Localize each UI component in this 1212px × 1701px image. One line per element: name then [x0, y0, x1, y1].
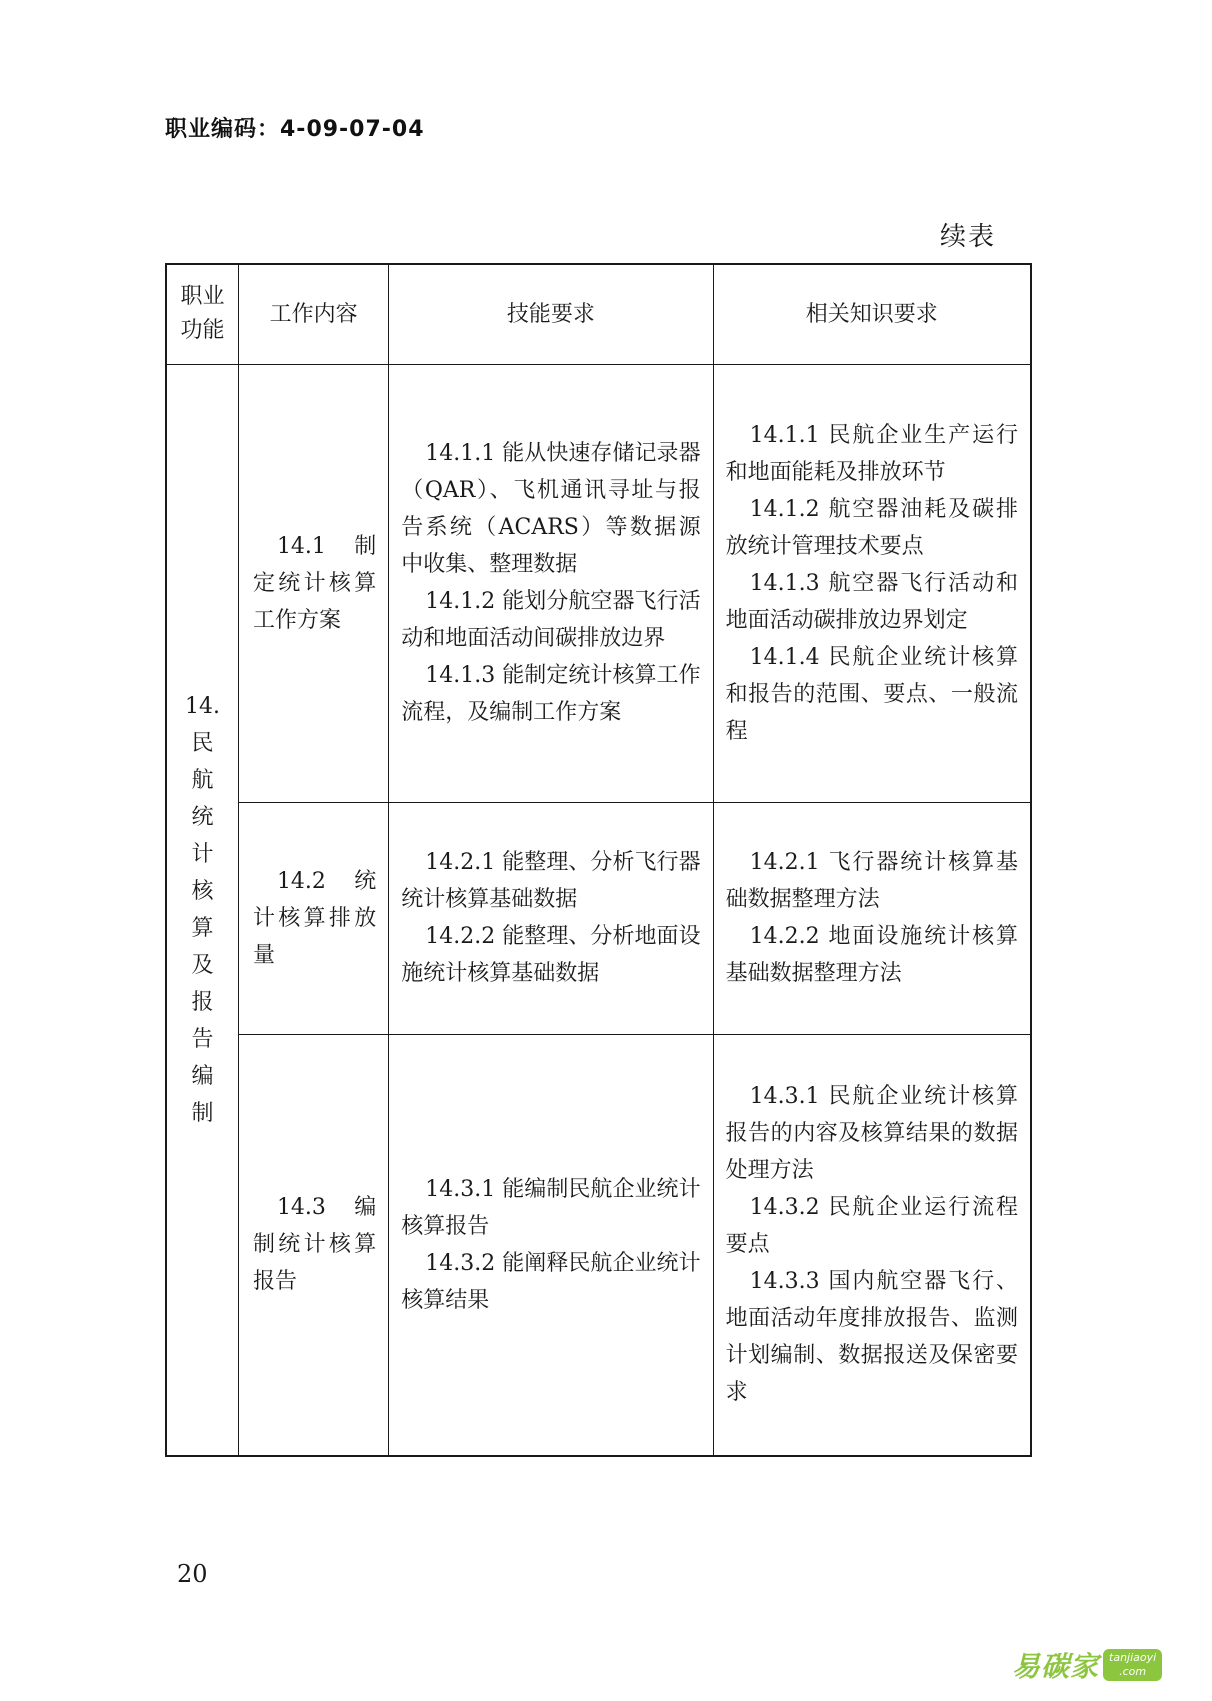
- work-content-text: 14.2 统计核算排放量: [252, 868, 377, 968]
- skill-item: 14.3.1 能编制民航企业统计核算报告: [401, 1176, 701, 1239]
- work-content-cell: [238, 1034, 388, 1456]
- skills-cell: [389, 802, 713, 1034]
- skill-requirements-table: [165, 263, 1032, 1457]
- knowledge-item: 14.1.1 民航企业生产运行和地面能耗及排放环节: [725, 422, 1018, 485]
- knowledge-item: 14.2.2 地面设施统计核算基础数据整理方法: [725, 924, 1018, 986]
- knowledge-item: 14.3.1 民航企业统计核算报告的内容及核算结果的数据处理方法: [725, 1084, 1018, 1184]
- work-content-text: 14.1 制定统计核算工作方案: [252, 533, 377, 633]
- watermark-domain-badge: [1103, 1649, 1162, 1681]
- knowledge-item: 14.2.1 飞行器统计核算基础数据整理方法: [725, 850, 1018, 912]
- page-number: 20: [177, 1560, 208, 1588]
- continued-table-label: 续表: [940, 222, 997, 252]
- occupation-code: 职业编码：4-09-07-04: [165, 117, 425, 142]
- knowledge-cell: [713, 1034, 1031, 1456]
- knowledge-item: 14.1.3 航空器飞行活动和地面活动碳排放边界划定: [725, 570, 1018, 633]
- skill-item: 14.1.3 能制定统计核算工作流程，及编制工作方案: [401, 663, 701, 725]
- watermark-logo: [1012, 1640, 1162, 1690]
- watermark-brand: 易碳家: [1012, 1650, 1100, 1683]
- header-function: 职业 功能: [166, 264, 238, 364]
- header-knowledge-requirements: 相关知识要求: [713, 264, 1031, 364]
- table-row: [166, 802, 1031, 1034]
- table-row: [166, 364, 1031, 802]
- watermark-domain-line2: .com: [1119, 1665, 1147, 1678]
- work-content-text: 14.3 编制统计核算报告: [252, 1195, 377, 1295]
- skill-item: 14.1.1 能从快速存储记录器（QAR）、飞机通讯寻址与报告系统（ACARS）等数据源中收集、整理数据: [401, 441, 701, 577]
- work-content-cell: [238, 802, 388, 1034]
- knowledge-item: 14.3.3 国内航空器飞行、地面活动年度排放报告、监测计划编制、数据报送及保密要求: [725, 1269, 1018, 1406]
- work-content-cell: [238, 364, 388, 802]
- skills-cell: [389, 364, 713, 802]
- skill-item: 14.1.2 能划分航空器飞行活动和地面活动间碳排放边界: [401, 589, 701, 651]
- skill-item: 14.3.2 能阐释民航企业统计核算结果: [401, 1250, 701, 1313]
- skill-item: 14.2.1 能整理、分析飞行器统计核算基础数据: [401, 850, 701, 912]
- knowledge-item: 14.1.2 航空器油耗及碳排放统计管理技术要点: [725, 496, 1018, 559]
- function-cell: 14. 民 航 统 计 核 算 及 报 告 编 制: [166, 364, 238, 1456]
- table-header-row: [166, 264, 1031, 364]
- header-work-content: 工作内容: [238, 264, 388, 364]
- knowledge-cell: [713, 364, 1031, 802]
- knowledge-item: 14.1.4 民航企业统计核算和报告的范围、要点、一般流程: [725, 644, 1018, 744]
- table-row: [166, 1034, 1031, 1456]
- knowledge-cell: [713, 802, 1031, 1034]
- skill-item: 14.2.2 能整理、分析地面设施统计核算基础数据: [401, 924, 701, 986]
- watermark-domain-line1: tanjiaoyi: [1109, 1651, 1157, 1664]
- knowledge-item: 14.3.2 民航企业运行流程要点: [725, 1195, 1018, 1258]
- skills-cell: [389, 1034, 713, 1456]
- header-skill-requirements: 技能要求: [389, 264, 713, 364]
